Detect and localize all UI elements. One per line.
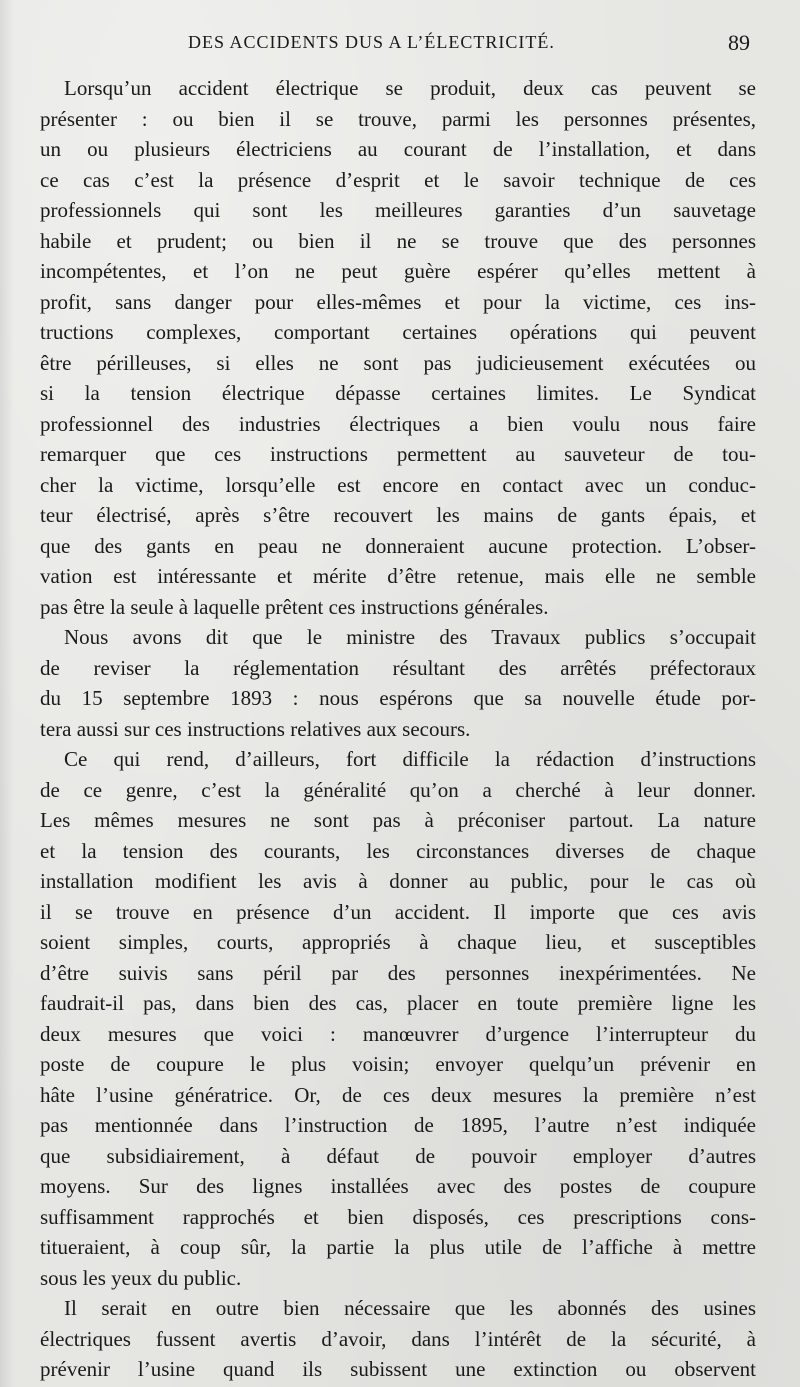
text-line: Lorsqu’un accident électrique se produit, deux cas peuvent se — [64, 76, 756, 100]
text-line: cher la victime, lorsqu’elle est encore en contact avec un conduc- — [40, 472, 756, 497]
text-line: tera aussi sur ces instructions relatives aux secours. — [40, 716, 471, 741]
text-line: professionnels qui sont les meilleures garanties d’un sauvetage — [40, 198, 756, 222]
text-line: électriques fussent avertis d’avoir, dans l’intérêt de la sécurité, à — [40, 1326, 756, 1351]
text-line: profit, sans danger pour elles-mêmes et pour la victime, ces ins- — [40, 289, 756, 314]
text-line: du 15 septembre 1893 : nous espérons que sa nouvelle étude por- — [40, 686, 756, 710]
page-number: 89 — [728, 30, 750, 55]
text-line: faudrait-il pas, dans bien des cas, placer en toute première ligne les — [40, 991, 756, 1015]
text-line: sous les yeux du public. — [40, 1265, 242, 1290]
text-line: hâte l’usine génératrice. Or, de ces deux mesures la première n’est — [40, 1082, 756, 1107]
text-line: habile et prudent; ou bien il ne se trouve que des personnes — [40, 228, 756, 253]
text-line: de reviser la réglementation résultant des arrêtés préfectoraux — [40, 655, 756, 680]
text-line: prévenir l’usine quand ils subissent une extinction ou observent — [40, 1357, 756, 1381]
text-line: pas mentionnée dans l’instruction de 1895, l’autre n’est indiquée — [40, 1113, 756, 1137]
text-line: et la tension des courants, les circonstances diverses de chaque — [40, 838, 756, 863]
text-line: Il serait en outre bien nécessaire que les abonnés des usines — [64, 1296, 756, 1320]
text-line: d’être suivis sans péril par des personnes inexpérimentées. Ne — [40, 960, 756, 985]
text-line: professionnel des industries électriques a bien voulu nous faire — [40, 411, 756, 436]
text-line: il se trouve en présence d’un accident. Il importe que ces avis — [40, 899, 756, 924]
text-line: deux mesures que voici : manœuvrer d’urgence l’interrupteur du — [40, 1021, 756, 1046]
text-line: soient simples, courts, appropriés à chaque lieu, et susceptibles — [40, 930, 756, 954]
text-line: présenter : ou bien il se trouve, parmi les personnes présentes, — [40, 106, 756, 131]
text-line: si la tension électrique dépasse certaines limites. Le Syndicat — [40, 381, 756, 405]
text-line: Nous avons dit que le ministre des Travaux publics s’occupait — [64, 625, 756, 649]
running-title: DES ACCIDENTS DUS A L’ÉLECTRICITÉ. — [188, 32, 555, 52]
text-line: que subsidiairement, à défaut de pouvoir employer d’autres — [40, 1143, 756, 1168]
text-line: moyens. Sur des lignes installées avec des postes de coupure — [40, 1174, 756, 1198]
text-line: pas être la seule à laquelle prêtent ces instructions générales. — [40, 594, 549, 619]
text-line: vation est intéressante et mérite d’être retenue, mais elle ne semble — [40, 564, 756, 588]
text-line: incompétentes, et l’on ne peut guère espérer qu’elles mettent à — [40, 259, 756, 283]
body-text — [40, 73, 756, 1385]
page-gutter-shadow — [0, 0, 14, 1387]
text-line: suffisamment rapprochés et bien disposés, ces prescriptions cons- — [40, 1204, 756, 1229]
page-header — [0, 32, 800, 62]
text-line: teur électrisé, après s’être recouvert les mains de gants épais, et — [40, 503, 756, 527]
text-line: tructions complexes, comportant certaines opérations qui peuvent — [40, 320, 756, 344]
text-line: ce cas c’est la présence d’esprit et le savoir technique de ces — [40, 167, 756, 192]
text-line: un ou plusieurs électriciens au courant de l’installation, et dans — [40, 137, 756, 161]
text-line: remarquer que ces instructions permettent au sauveteur de tou- — [40, 442, 756, 466]
text-line: Les mêmes mesures ne sont pas à préconiser partout. La nature — [40, 808, 756, 832]
text-line: poste de coupure le plus voisin; envoyer quelqu’un prévenir en — [40, 1052, 756, 1076]
text-line: titueraient, à coup sûr, la partie la plus utile de l’affiche à mettre — [40, 1235, 756, 1259]
text-line: installation modifient les avis à donner au public, pour le cas où — [40, 869, 756, 893]
text-line: de ce genre, c’est la généralité qu’on a cherché à leur donner. — [40, 777, 756, 802]
text-line: être périlleuses, si elles ne sont pas judicieusement exécutées ou — [40, 350, 756, 375]
text-line: Ce qui rend, d’ailleurs, fort difficile la rédaction d’instructions — [64, 747, 756, 771]
text-line: que des gants en peau ne donneraient aucune protection. L’obser- — [40, 533, 756, 558]
